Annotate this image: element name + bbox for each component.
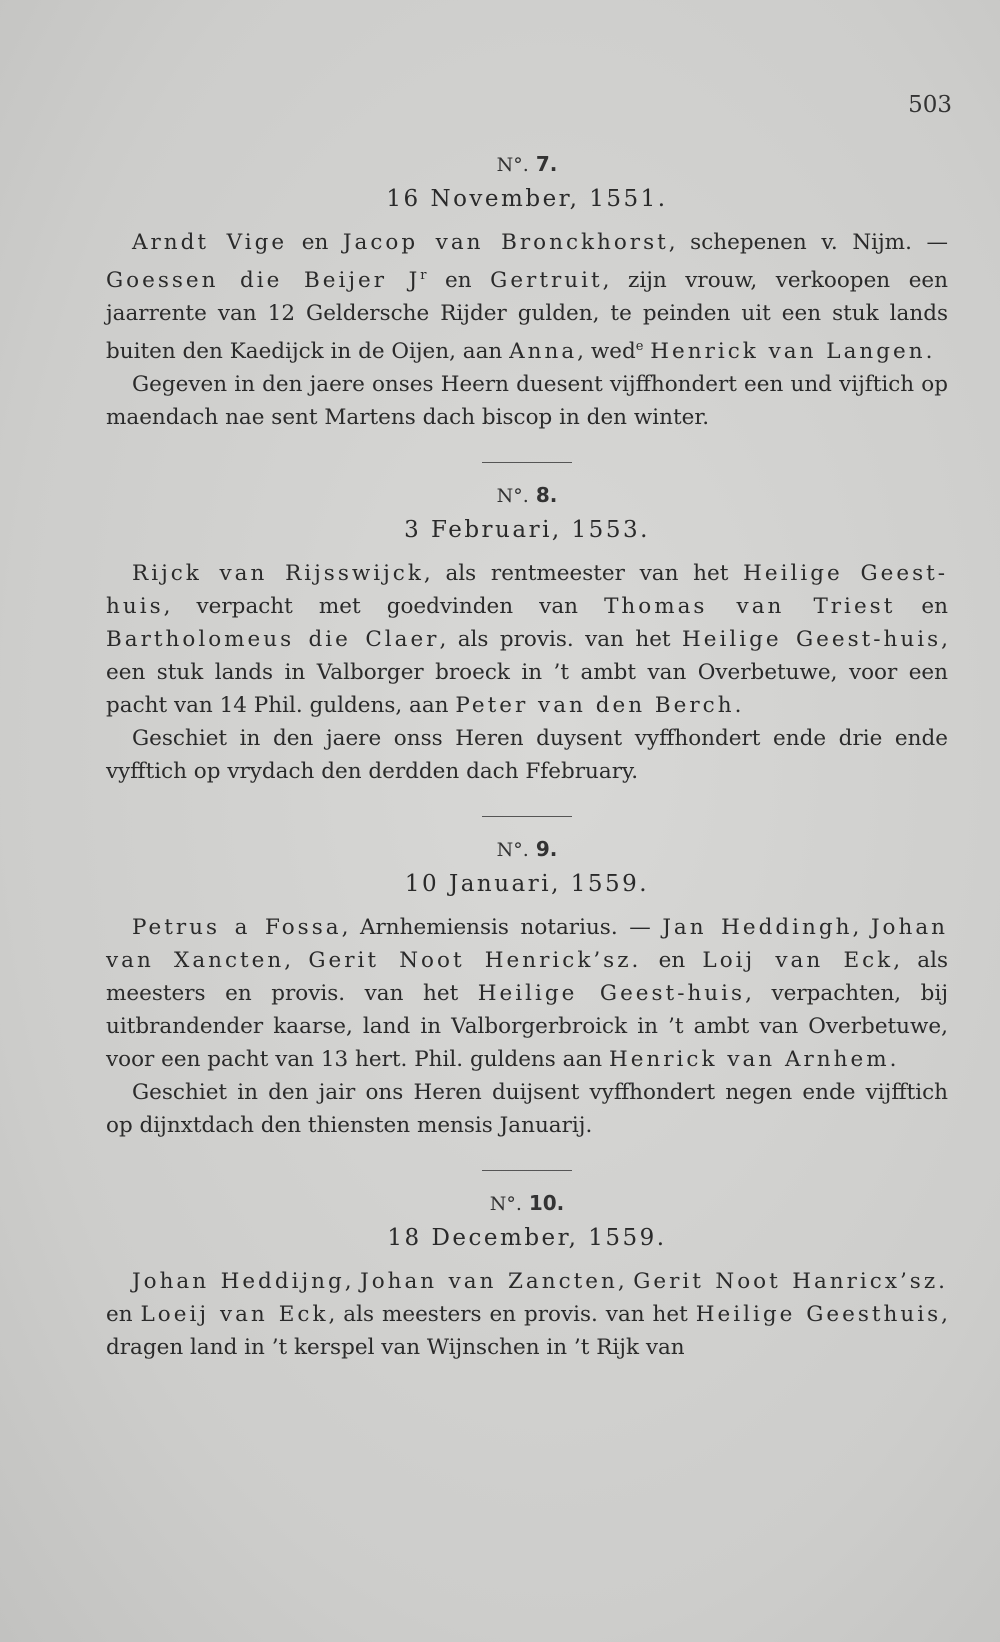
entry-paragraph — [106, 722, 948, 788]
text-run: , — [617, 1269, 634, 1295]
entry — [106, 1191, 948, 1364]
section-divider — [482, 462, 572, 463]
text-run: , als rentmeester van het — [423, 561, 744, 587]
entry — [106, 483, 948, 788]
text-run: , als provis. van het — [439, 627, 682, 653]
entry-number-label: N°. — [496, 485, 529, 508]
text-run: , wed — [577, 339, 636, 365]
section-divider — [482, 1170, 572, 1171]
spaced-name: Thomas van Triest — [604, 594, 896, 620]
spaced-name: Rijck van Rijsswijck — [132, 561, 424, 587]
spaced-name: Johan Heddijng — [132, 1269, 345, 1295]
entry-number-label: N°. — [496, 839, 529, 862]
spaced-name: Loij van Eck — [702, 948, 894, 974]
text-run: , als meesters en provis. van het — [106, 948, 949, 1007]
text-run: r — [420, 268, 427, 283]
entry-number-value: 8. — [535, 483, 558, 508]
page-number: 503 — [908, 92, 952, 118]
entry-body — [106, 911, 948, 1142]
text-run: . — [889, 1047, 897, 1073]
spaced-name: Henrick van Langen — [650, 339, 926, 365]
entry-number — [106, 483, 948, 507]
entry-number-value: 10. — [528, 1191, 565, 1216]
entry-paragraph — [106, 368, 948, 434]
text-run: , dragen land in ’t kerspel van Wijnschen in ’t Rijk van — [106, 1302, 948, 1361]
spaced-name: Gerit Noot Henrick’sz. — [308, 948, 642, 974]
text-run: , verpacht met goedvinden van — [163, 594, 605, 620]
spaced-name: Arndt Vige — [132, 230, 288, 255]
entry — [106, 152, 948, 434]
text-run: en — [287, 230, 343, 255]
entry-number-value: 7. — [535, 152, 558, 176]
spaced-name: Goessen die Beijer J — [106, 268, 421, 294]
spaced-name: Johan van Zancten — [360, 1269, 618, 1295]
spaced-name: Anna — [509, 339, 578, 365]
entry-number-label: N°. — [496, 154, 529, 176]
entry-date: 18 December, 1559. — [387, 1225, 667, 1252]
text-run: en — [106, 1302, 141, 1328]
text-run: , schepenen v. Nijm. — — [668, 230, 948, 255]
entry-date: 10 Januari, 1559. — [404, 871, 650, 898]
spaced-name: Heilige Geesthuis — [695, 1302, 942, 1328]
text-run: Geschiet in den jair ons Heren duijsent vyffhondert negen ende vijfftich op dijnxtdach den thiensten mensis Januarij. — [106, 1080, 948, 1139]
entry-number-value: 9. — [535, 837, 558, 862]
spaced-name: Loeij van Eck — [140, 1302, 329, 1328]
text-run: Geschiet in den jaere onss Heren duysent vyffhondert ende drie ende vyfftich op vrydach den derdden dach Ffebruary. — [106, 726, 948, 785]
entry-date: 3 Februari, 1553. — [404, 517, 650, 544]
section-divider — [482, 816, 572, 817]
spaced-name: Petrus a Fossa — [132, 915, 342, 941]
spaced-name: Heilige Geest-huis — [477, 981, 746, 1007]
spaced-name: Henrick van Arnhem — [608, 1047, 890, 1073]
spaced-name: Jacop van Bronckhorst — [342, 230, 669, 255]
spaced-name: Gerit Noot Hanricx’sz. — [633, 1269, 948, 1295]
text-run: , zijn vrouw, verkoopen een jaarrente van 12 Geldersche Rijder gulden, te peinden uit een stuk lands buiten den Kaedijck in de Oijen, aan — [106, 268, 948, 365]
entry-date: 16 November, 1551. — [386, 186, 668, 212]
text-run: . — [925, 339, 933, 365]
entry-body — [106, 1265, 948, 1364]
text-run: , verpachten, bij uitbrandender kaarse, land in Valborgerbroick in ’t ambt van Overbetuwe, voor een pacht van 13 hert. Phil. guldens aan — [106, 981, 948, 1073]
text-run: en — [641, 948, 703, 974]
text-run: en — [895, 594, 948, 620]
text-run: Gegeven in den jaere onses Heern duesent vijffhondert een und vijftich op maendach nae sent Martens dach biscop in den winter. — [106, 372, 948, 431]
entry-paragraph — [106, 226, 948, 368]
entry-number-label: N°. — [489, 1193, 522, 1216]
entry-paragraph — [106, 1265, 948, 1364]
entry-number — [106, 1191, 948, 1215]
spaced-name: Gertruit — [490, 268, 603, 294]
entry — [106, 837, 948, 1142]
text-run: , als meesters en provis. van het — [328, 1302, 696, 1328]
text-run: , — [852, 915, 871, 941]
spaced-name: Heilige Geest-huis — [106, 561, 949, 620]
text-run: e — [635, 339, 644, 355]
spaced-name: Jan Heddingh — [662, 915, 853, 941]
entry-paragraph — [106, 1076, 948, 1142]
spaced-name: Johan van Xancten — [106, 915, 949, 974]
text-column — [106, 140, 948, 1364]
entry-number — [106, 837, 948, 861]
entry-paragraph — [106, 557, 948, 722]
entry-body — [106, 226, 948, 434]
spaced-name: Peter van den Berch — [455, 693, 735, 719]
text-run: . — [734, 693, 742, 719]
text-run: , een stuk lands in Valborger broeck in ’t ambt van Overbetuwe, voor een pacht van 14 Phil. guldens, aan — [106, 627, 948, 719]
text-run: , Arnhemiensis notarius. — — [341, 915, 663, 941]
entry-paragraph — [106, 911, 948, 1076]
text-run: , — [344, 1269, 361, 1295]
text-run: , — [284, 948, 309, 974]
spaced-name: Bartholomeus die Claer — [106, 627, 440, 653]
entry-body — [106, 557, 948, 788]
entry-number — [106, 152, 948, 176]
spaced-name: Heilige Geest-huis — [681, 627, 942, 653]
text-run: en — [426, 268, 491, 294]
